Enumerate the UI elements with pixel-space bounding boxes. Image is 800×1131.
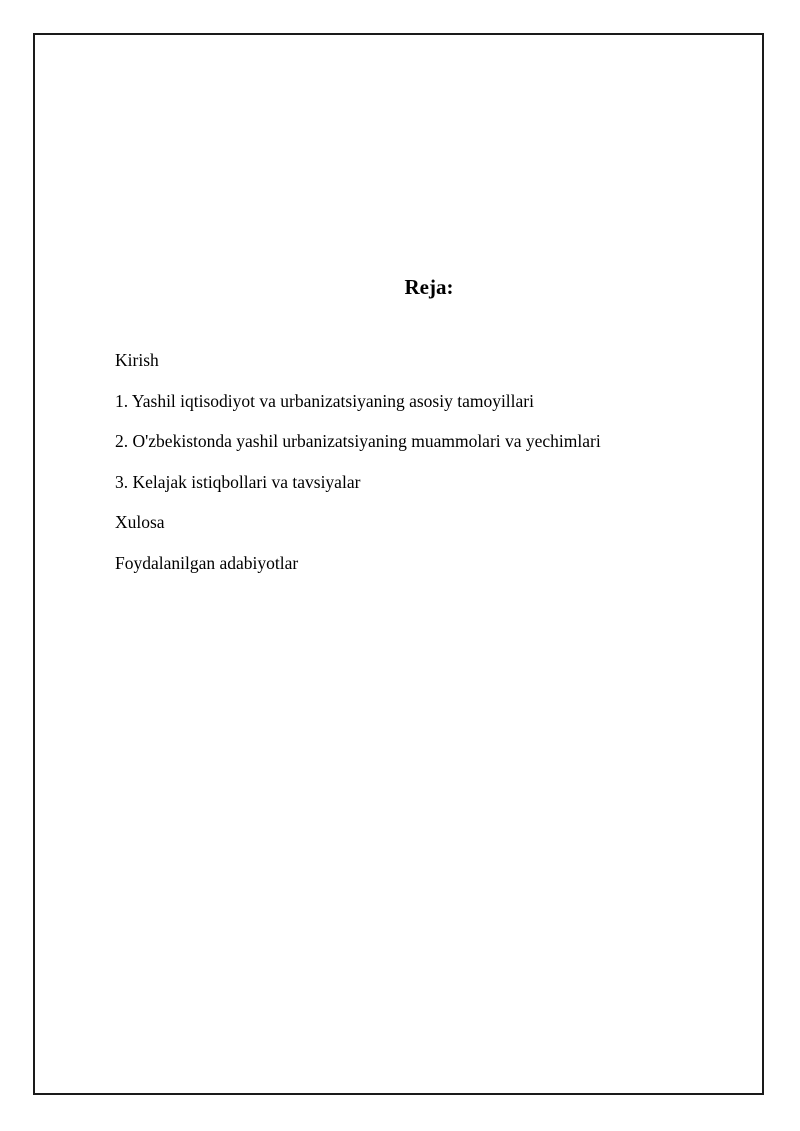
plan-item-chapter-3: 3. Kelajak istiqbollari va tavsiyalar xyxy=(115,471,361,492)
plan-item-chapter-1: 1. Yashil iqtisodiyot va urbanizatsiyaning asosiy tamoyillari xyxy=(115,390,534,411)
plan-item-chapter-2: 2. O'zbekistonda yashil urbanizatsiyaning muammolari va yechimlari xyxy=(115,431,601,452)
plan-item-conclusion: Xulosa xyxy=(115,512,165,533)
plan-item-introduction: Kirish xyxy=(115,350,159,370)
page-title: Reja: xyxy=(404,275,454,299)
plan-list xyxy=(115,350,601,594)
plan-item-references: Foydalanilgan adabiyotlar xyxy=(115,552,299,573)
